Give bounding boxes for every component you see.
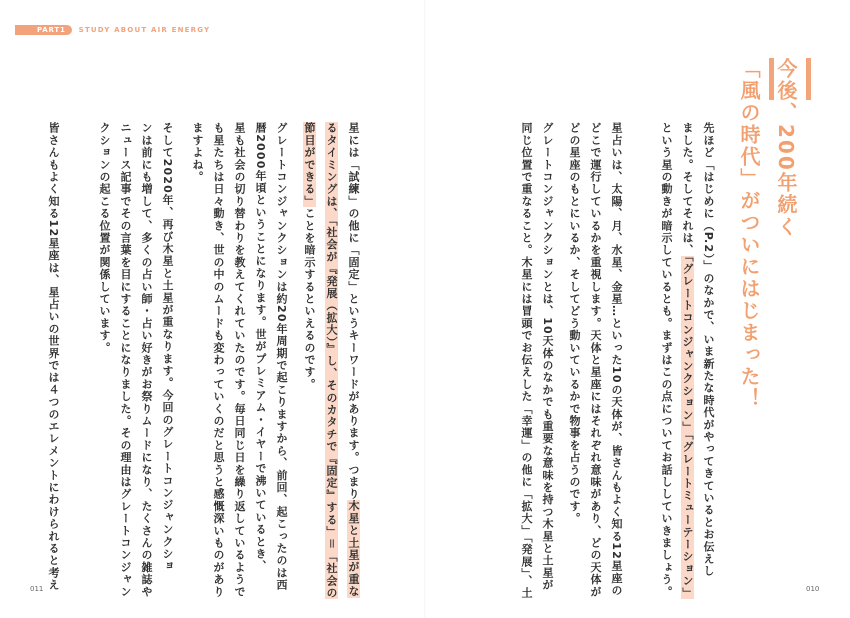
right-p3-line2: 同じ位置で重なること。木星には冒頭でお伝えした「幸運」の他に「拡大」「発展」、土 (520, 122, 533, 599)
right-p1-line2-text: ました。そしてそれは、 (681, 122, 694, 257)
highlight-social-development: るタイミングは、「社会が『発展（拡大）』し、そのカタチで『固定』する」＝「社会の (325, 122, 338, 599)
page-number-right: 010 (806, 585, 820, 593)
right-p3-line1: グレートコンジャンクションとは、10天体のなかでも重要な意味を持つ木星と土星が (541, 122, 554, 592)
left-p3-line2: ンは前にも増して、多くの占い師・占い好きがお祭りムードになり、たくさんの雑誌や (140, 122, 153, 598)
highlight-social-milestone: 節目ができる」 (303, 122, 316, 208)
left-p2-line1: グレートコンジャンクションは約20年周期で起こりますから、前回、起こったのは西 (275, 122, 288, 592)
headline-line-1: 今後、200年続く (774, 58, 798, 238)
headline-line-2: 「風の時代」がついにはじまった！ (737, 58, 761, 410)
right-p2-line2: どこで運行しているかを重視します。天体と星座にはそれぞれ意味があり、どの天体が (589, 122, 602, 598)
left-p2-line2: 暦2000年頃ということになります。世がプレミアム・イヤーで沸いているとき、 (254, 122, 267, 573)
right-p1-line2 (679, 122, 695, 599)
headline-accent-bar-2 (769, 58, 774, 100)
left-p1-line3 (301, 122, 317, 390)
left-p2-line3: 星も社会の切り替わりを教えてくれていたのです。毎日同じ日を繰り返しているようで (233, 122, 246, 598)
highlight-great-conjunction: 「グレートコンジャンクション」 (681, 256, 694, 434)
left-p1-line1-text: 星には「試練」の他に「固定」というキーワードがあります。つまり (347, 122, 360, 501)
part-header (15, 25, 210, 35)
book-spine (424, 0, 426, 618)
left-p1-line2 (323, 122, 339, 599)
left-p3-line3: ニュース記事でその言葉を目にすることになりました。その理由はグレートコンジャン (119, 122, 132, 598)
left-p2-line4: も星たちは日々動き、世の中のムードも変わっていくのだと思うと感慨深いものがあり (212, 122, 225, 598)
right-p2-line3: どの星座のもとにいるか、そしてどう動いているかで物事を占うのです。 (568, 122, 581, 525)
part-subtitle: STUDY ABOUT AIR ENERGY (78, 26, 211, 34)
headline-accent-bar (806, 58, 811, 100)
left-p3-line1: そして2020年、再び木星と土星が重なります。今回のグレートコンジャンクショ (161, 122, 174, 573)
left-p2-line5: ますよね。 (191, 122, 204, 183)
left-p3-line4: クションの起こる位置が関係しています。 (98, 122, 111, 354)
left-p4-line1: 皆さんもよく知る12星座は、星占いの世界では４つのエレメントにわけられると考え (47, 122, 60, 592)
page-number-left: 011 (30, 585, 44, 593)
left-p1-line3-text: ことを暗示するといえるのです。 (303, 207, 316, 391)
highlight-jupiter-saturn: 木星と土星が重な (347, 500, 360, 598)
part-badge: PART1 (15, 25, 72, 35)
right-p1-line3: という星の動きが暗示しているとも。まずはこの点についてお話ししていきましょう。 (660, 122, 673, 598)
right-p2-line1: 星占いは、太陽、月、水星、金星…といった10の天体が、皆さんもよく知る12星座の (610, 122, 623, 597)
right-p1-line1: 先ほど「はじめに（P.2）」のなかで、いま新たな時代がやってきているとお伝えし (702, 122, 715, 578)
left-p1-line1 (345, 122, 361, 598)
highlight-great-mutation: 「グレートミューテーション」 (681, 433, 694, 600)
